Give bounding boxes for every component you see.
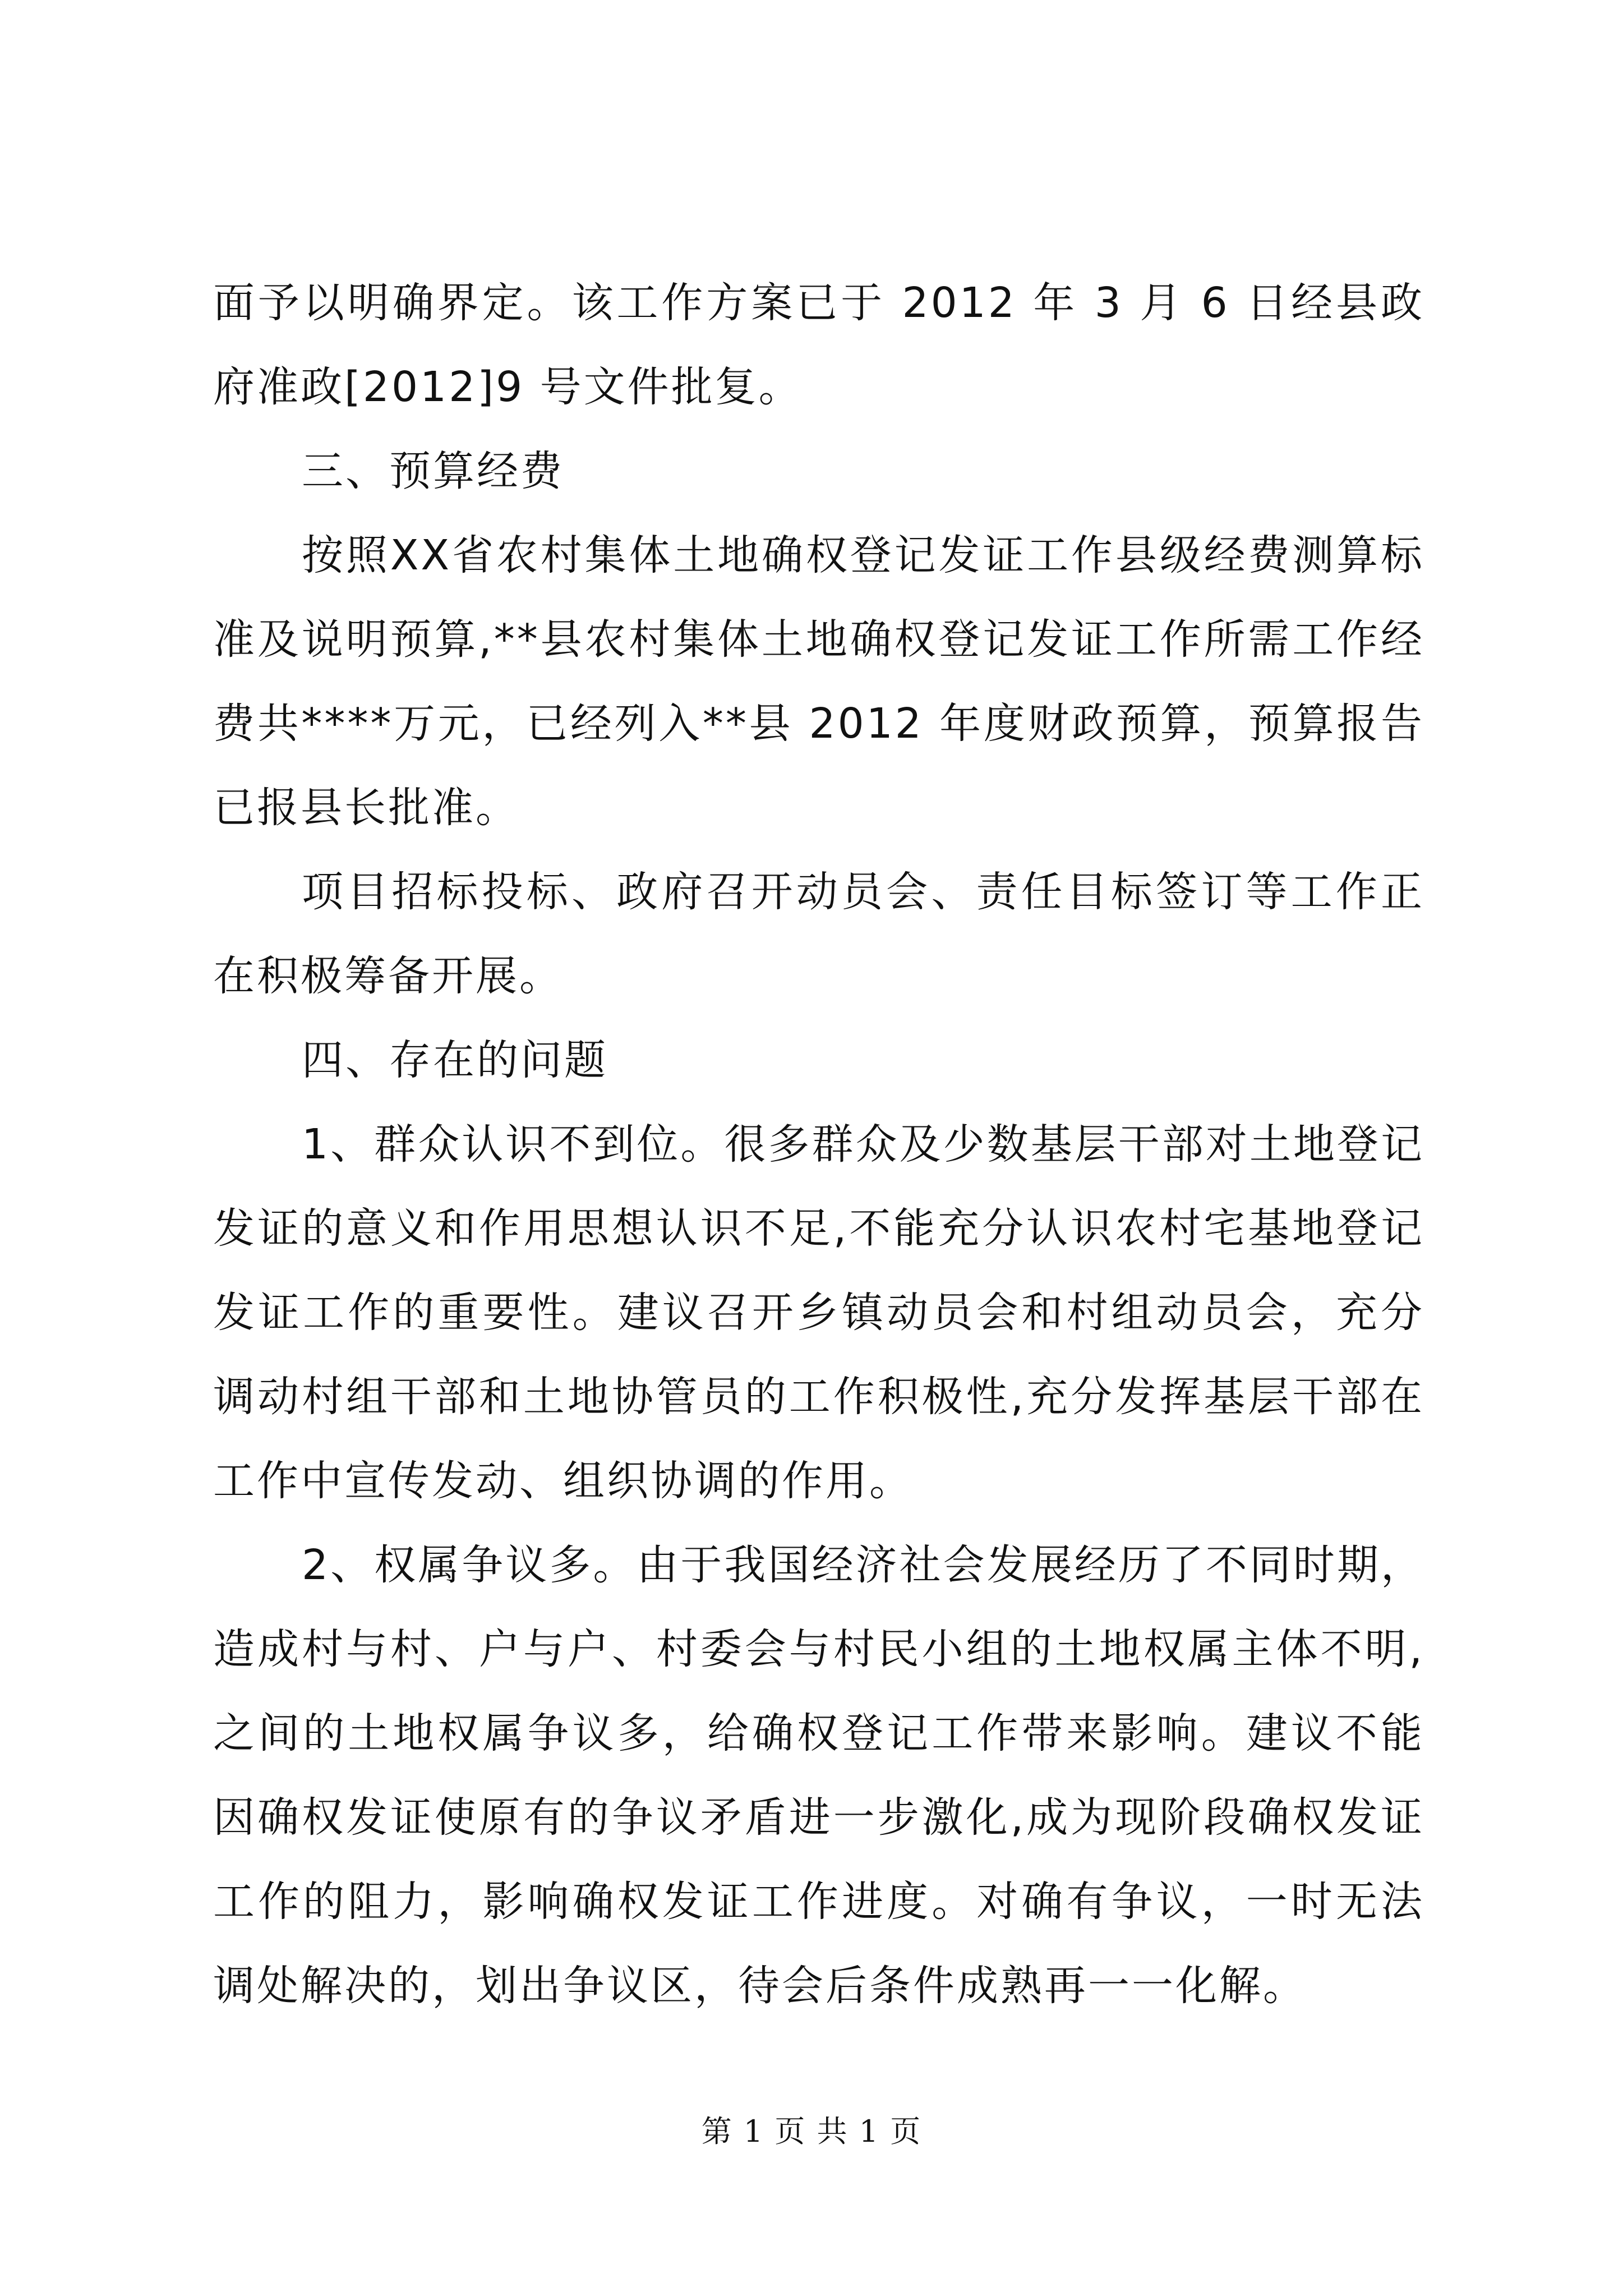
paragraph-preparation: 项目招标投标、政府召开动员会、责任目标签订等工作正在积极筹备开展。 (213, 868, 1424, 1000)
paragraph-problem-1: 1、群众认识不到位。很多群众及少数基层干部对土地登记发证的意义和作用思想认识不足,不能充分认识农村宅基地登记发证工作的重要性。建议召开乡镇动员会和村组动员会，充分调动村组干部和土地协管员的工作积极性,充分发挥基层干部在工作中宣传发动、组织协调的作用。 (213, 1120, 1424, 1505)
page-footer: 第 1 页 共 1 页 (701, 2114, 922, 2149)
paragraph-problem-2: 2、权属争议多。由于我国经济社会发展经历了不同时期，造成村与村、户与户、村委会与村民小组的土地权属主体不明,之间的土地权属争议多，给确权登记工作带来影响。建议不能因确权发证使原有的争议矛盾进一步激化,成为现阶段确权发证工作的阻力，影响确权发证工作进度。对确有争议，一时无法调处解决的，划出争议区，待会后条件成熟再一一化解。 (213, 1541, 1424, 2010)
heading-budget: 三、预算经费 (302, 447, 564, 495)
paragraph-continuation: 面予以明确界定。该工作方案已于 2012 年 3 月 6 日经县政府准政[2012]9 号文件批复。 (213, 279, 1424, 411)
paragraph-budget: 按照XX省农村集体土地确权登记发证工作县级经费测算标准及说明预算,**县农村集体土地确权登记发证工作所需工作经费共****万元，已经列入**县 2012 年度财政预算，预算报告已报县长批准。 (213, 531, 1424, 832)
document-body (213, 261, 1424, 2028)
heading-problems: 四、存在的问题 (302, 1036, 608, 1084)
